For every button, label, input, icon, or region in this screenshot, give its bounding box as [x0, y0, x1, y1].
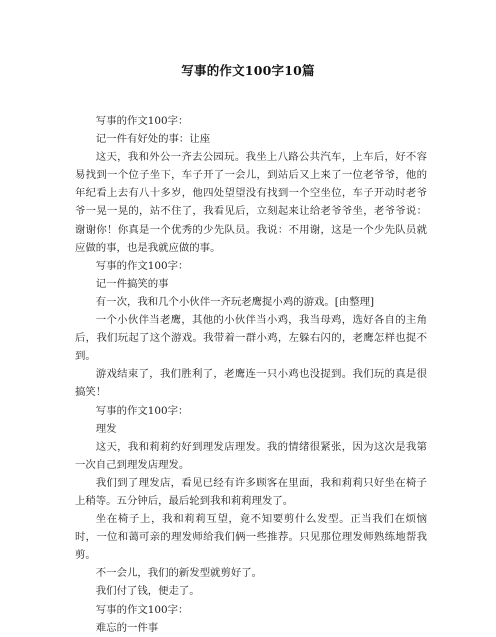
paragraph-heading: 写事的作文100字： — [95, 404, 189, 417]
paragraph: 我们付了钱，便走了。 — [95, 585, 200, 598]
document-title: 写事的作文100字10篇 — [181, 63, 315, 78]
paragraph: 有一次，我和几个小伙伴一齐玩老鹰捉小鸡的游戏。[由整理] — [95, 295, 375, 308]
paragraph: 坐在椅子上，我和莉莉互望，竟不知要剪什么发型。正当我们在烦恼时，一位和蔼可亲的理发师给我们俩一些推荐。只见那位理发师熟练地帮我剪。 — [75, 513, 427, 562]
paragraph: 不一会儿，我们的新发型就剪好了。 — [95, 567, 263, 580]
paragraph-subtitle: 记一件有好处的事：让座 — [95, 133, 211, 146]
document-body — [75, 112, 427, 637]
paragraph-heading: 写事的作文100字： — [95, 259, 189, 272]
paragraph-subtitle: 记一件搞笑的事 — [95, 277, 169, 290]
paragraph: 一个小伙伴当老鹰，其他的小伙伴当小鸡，我当母鸡，选好各自的主角后，我们玩起了这个游戏。我带着一群小鸡，左躲右闪的，老鹰怎样也捉不到。 — [75, 314, 427, 363]
paragraph: 这天，我和莉莉约好到理发店理发。我的情绪很紧张，因为这次是我第一次自己到理发店理发。 — [75, 440, 427, 471]
paragraph-subtitle: 理发 — [95, 422, 117, 435]
paragraph-heading: 写事的作文100字： — [95, 115, 189, 127]
paragraph: 这天，我和外公一齐去公园玩。我坐上八路公共汽车，上车后，好不容易找到一个位子坐下，车子开了一会儿，到站后又上来了一位老爷爷，他的年纪看上去有八十多岁，他四处望望没有找到一个空坐位，车子开动时老爷爷一晃一晃的，站不住了，我看见后，立刻起来让给老爷爷坐，老爷爷说：谢谢你！你真是一个优秀的少先队员。我说：不用谢，这是一个少先队员就应做的事，也是我就应做的事。 — [75, 151, 427, 254]
paragraph-heading: 写事的作文100字： — [95, 603, 189, 616]
paragraph: 我们到了理发店，看见已经有许多顾客在里面，我和莉莉只好坐在椅子上稍等。五分钟后，最后轮到我和莉莉理发了。 — [75, 476, 427, 507]
paragraph-subtitle: 难忘的一件事 — [95, 621, 159, 634]
paragraph: 游戏结束了，我们胜利了，老鹰连一只小鸡也没捉到。我们玩的真是很搞笑！ — [75, 368, 427, 399]
